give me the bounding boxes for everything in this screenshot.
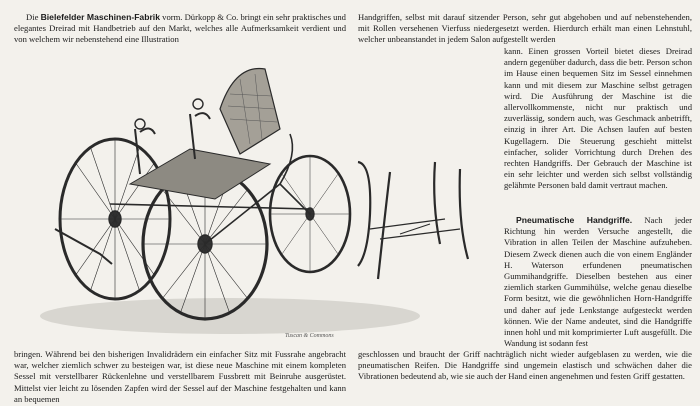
bottom-right-text: geschlossen und braucht der Griff nachträglich nicht wieder aufgeblasen zu werden, wie die pneumatischen Reifen. Die Handgriffe sind ungemein elastisch und schwächen daher die Vibrationen bedeutend ab, wie sie auch der Hand einen angenehmen und festen Griff gestatten. <box>358 349 692 382</box>
engraver-signature: Tuscan & Commons <box>285 333 334 339</box>
right-narrow-paragraph <box>504 46 692 192</box>
bottom-left-paragraph <box>14 349 346 405</box>
right-top-text: Handgriffen, selbst mit darauf sitzender Person, sehr gut abgehoben und auf nebenstehenden, mit Rollen versehenen Vierfuss niedergesetzt werden. Hierdurch erhält man einen Lehnstuhl, welcher unbeanstandet in jedem Salon aufgestellt werden <box>358 12 692 45</box>
right-narrow-text: kann. Einen grossen Vorteil bietet dieses Dreirad andern gegenüber dadurch, dass die betr. Person schon im Hause einen bequemen Sitz im Sessel einnehmen kann und mit diesem zur Maschine selbst getragen wird. Die Ausführung der Maschine ist die allervollkommenste, nicht nur praktisch und zuverlässig, sondern auch, was Geschmack anbetrifft, einzig in ihrer Art. Die Achsen laufen auf besten Kugellagern. Die Steuerung geschieht mittelst einfacher, solider Vorrichtung durch Drehen des rechten Handgriffs. Der Gebrauch der Maschine ist ein sehr leichter und werden sich selbst vollständig gelähmte Personen bald damit vertraut machen. <box>504 46 692 191</box>
bottom-left-text: bringen. Während bei den bisherigen Invalidrädern ein einfacher Sitz mit Fussrahe angebracht war, welcher ziemlich schwer zu besteigen war, ist diese neue Maschine mit einem kompleten Sessel mit verstellbarer Rückenlehne und verstellbarem Fussbrett mit Beinruhe ausgerüstet. Mittelst vier leicht zu lösenden Zapfen wird der Sessel auf der Maschine festgehalten und kann an bequemen <box>14 349 346 404</box>
intro-paragraph <box>14 12 346 46</box>
intro-lead: Die <box>26 12 39 22</box>
intro-text: vorm. Dürkopp & Co. bringt ein sehr praktisches und elegantes Dreirad mit Handbetrieb auf den Markt, welches alle Aufmerksamkeit verdient und von welchem wir nebenstehend eine Illustration <box>14 12 346 45</box>
bottom-right-paragraph <box>358 349 692 383</box>
tricycle-illustration <box>40 54 500 344</box>
section-handgriffe <box>504 215 692 349</box>
section-heading: Pneumatische Handgriffe. <box>516 215 633 225</box>
section-body: Nach jeder Richtung hin werden Versuche angestellt, die Vibration in allen Teilen der Maschine aufzuheben. Diesem Zweck dienen auch die von einem Engländer H. Waterson erfundenen pneumatischen Gummihandgriffe. Dieselben bestehen aus einer ziemlich starken Gummihülse, welche genau dieselbe Form besitzt, wie die gewöhnlichen Horn-Handgriffe und daher auf jede Lenkstange aufgesteckt werden können. Wie der Name andeutet, sind die Handgriffe innen hohl und mit komprimierter Luft ausgefüllt. Die Wandung ist sodann fest <box>504 215 692 349</box>
right-top-paragraph <box>358 12 692 46</box>
firm-name: Bielefelder Maschinen-Fabrik <box>40 12 160 22</box>
